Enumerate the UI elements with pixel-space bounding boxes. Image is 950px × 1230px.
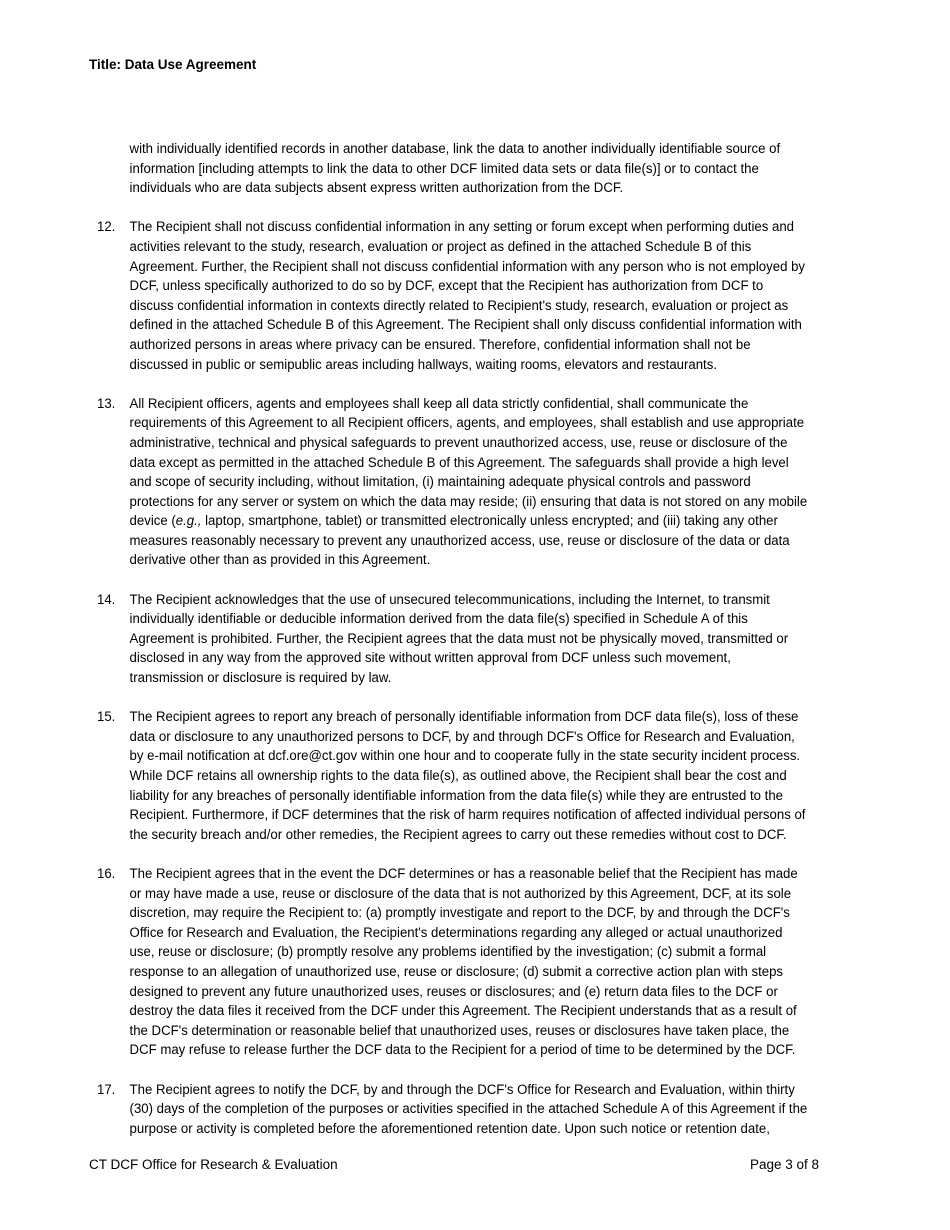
clause-number: 12. [97,219,116,236]
clause-text-part-2: laptop, smartphone, tablet) or transmitted electronically unless encrypted; and (iii) taking any other measures reasonably necessary to prevent any unauthorized access, use, reuse or disclosure of the data or data derivative other than as provided in this Agreement. [129,513,790,569]
clause-15 [97,708,808,845]
clause-text: The Recipient agrees to report any breach of personally identifiable information from DCF data file(s), loss of these data or disclosure to any unauthorized persons to DCF, by and through DCF's Office for Research and Evaluation, by e-mail notification at dcf.ore@ct.gov within one hour and to cooperate fully in the state security incident process. While DCF retains all ownership rights to the data file(s), as outlined above, the Recipient shall bear the cost and liability for any breaches of personally identifiable information from the data file(s) while they are entrusted to the Recipient. Furthermore, if DCF determines that the risk of harm requires notification of affected individual persons of the security breach and/or other remedies, the Recipient agrees to carry out these remedies without cost to DCF. [129,709,806,843]
clause-text: The Recipient shall not discuss confidential information in any setting or forum except when performing duties and activities relevant to the study, research, evaluation or project as defined in the attached Schedule B of this Agreement. Further, the Recipient shall not discuss confidential information with any person who is not employed by DCF, unless specifically authorized to do so by DCF, except that the Recipient has authorization from DCF to discuss confidential information in contexts directly related to Recipient's study, research, evaluation or project as defined in the attached Schedule B of this Agreement. The Recipient shall only discuss confidential information with authorized persons in areas where privacy can be ensured. Therefore, confidential information shall not be discussed in public or semipublic areas including hallways, waiting rooms, elevators and restaurants. [129,219,806,373]
clause-text: The Recipient agrees to notify the DCF, by and through the DCF's Office for Research and Evaluation, within thirty (30) days of the completion of the purposes or activities specified in the attached Schedule A of this Agreement if the purpose or activity is completed before the aforementioned retention date. Upon such notice or retention date, [129,1081,808,1137]
clause-16 [97,865,808,1061]
footer-office-name: CT DCF Office for Research & Evaluation [89,1157,338,1172]
clause-13 [97,395,808,571]
clause-text: The Recipient agrees that in the event the DCF determines or has a reasonable belief that the Recipient has made or may have made a use, reuse or disclosure of the data that is not authorized by this Agreement, DCF, at its sole discretion, may require the Recipient to: (a) promptly investigate and report to the DCF, by and through the DCF's Office for Research and Evaluation, the Recipient's determinations regarding any alleged or actual unauthorized use, reuse or disclosure; (b) promptly resolve any problems identified by the investigation; (c) submit a formal response to an allegation of unauthorized use, reuse or disclosure; (d) submit a corrective action plan with steps designed to prevent any future unauthorized uses, reuses or disclosures; and (e) return data files to the DCF or destroy the data files it received from the DCF under this Agreement. The Recipient understands that as a result of the DCF's determination or reasonable belief that unauthorized uses, reuses or disclosures have taken place, the DCF may refuse to release further the DCF data to the Recipient for a period of time to be determined by the DCF. [129,865,798,1059]
page-header-title: Title: Data Use Agreement [89,57,257,72]
clause-text-italic: e.g., [175,513,202,530]
clause-text: The Recipient acknowledges that the use of unsecured telecommunications, including the Internet, to transmit individually identifiable or deducible information derived from the data file(s) specified in Schedule A of this Agreement is prohibited. Further, the Recipient agrees that the data must not be physically moved, transmitted or disclosed in any way from the approved site without written approval from DCF unless such movement, transmission or disclosure is required by law. [129,591,789,687]
continued-paragraph: with individually identified records in another database, link the data to another individually identifiable source of information [including attempts to link the data to other DCF limited data sets or data file(s)] or to contact the individuals who are data subjects absent express written authorization from the DCF. [129,141,781,197]
clause-17 [97,1081,808,1140]
clause-number: 17. [97,1081,116,1098]
agreement-body [97,140,808,1159]
clause-12 [97,218,808,375]
footer-page-number: Page 3 of 8 [750,1157,820,1172]
clause-text [130,395,809,571]
clause-number: 13. [97,395,116,412]
clause-number: 15. [97,709,116,726]
clause-14 [97,591,808,689]
clause-number: 16. [97,865,116,882]
clause-text-part-1: All Recipient officers, agents and employees shall keep all data strictly confidential, shall communicate the requirements of this Agreement to all Recipient officers, agents, and employees, shall establish and use appropriate administrative, technical and physical safeguards to prevent unauthorized access, use, reuse or disclosure of the data except as permitted in the attached Schedule B of this Agreement. The safeguards shall provide a high level and scope of security including, without limitation, (i) maintaining adequate physical controls and password protections for any server or system on which the data may reside; (ii) ensuring that data is not stored on any mobile device ( [129,395,808,530]
clause-number: 14. [97,591,116,608]
